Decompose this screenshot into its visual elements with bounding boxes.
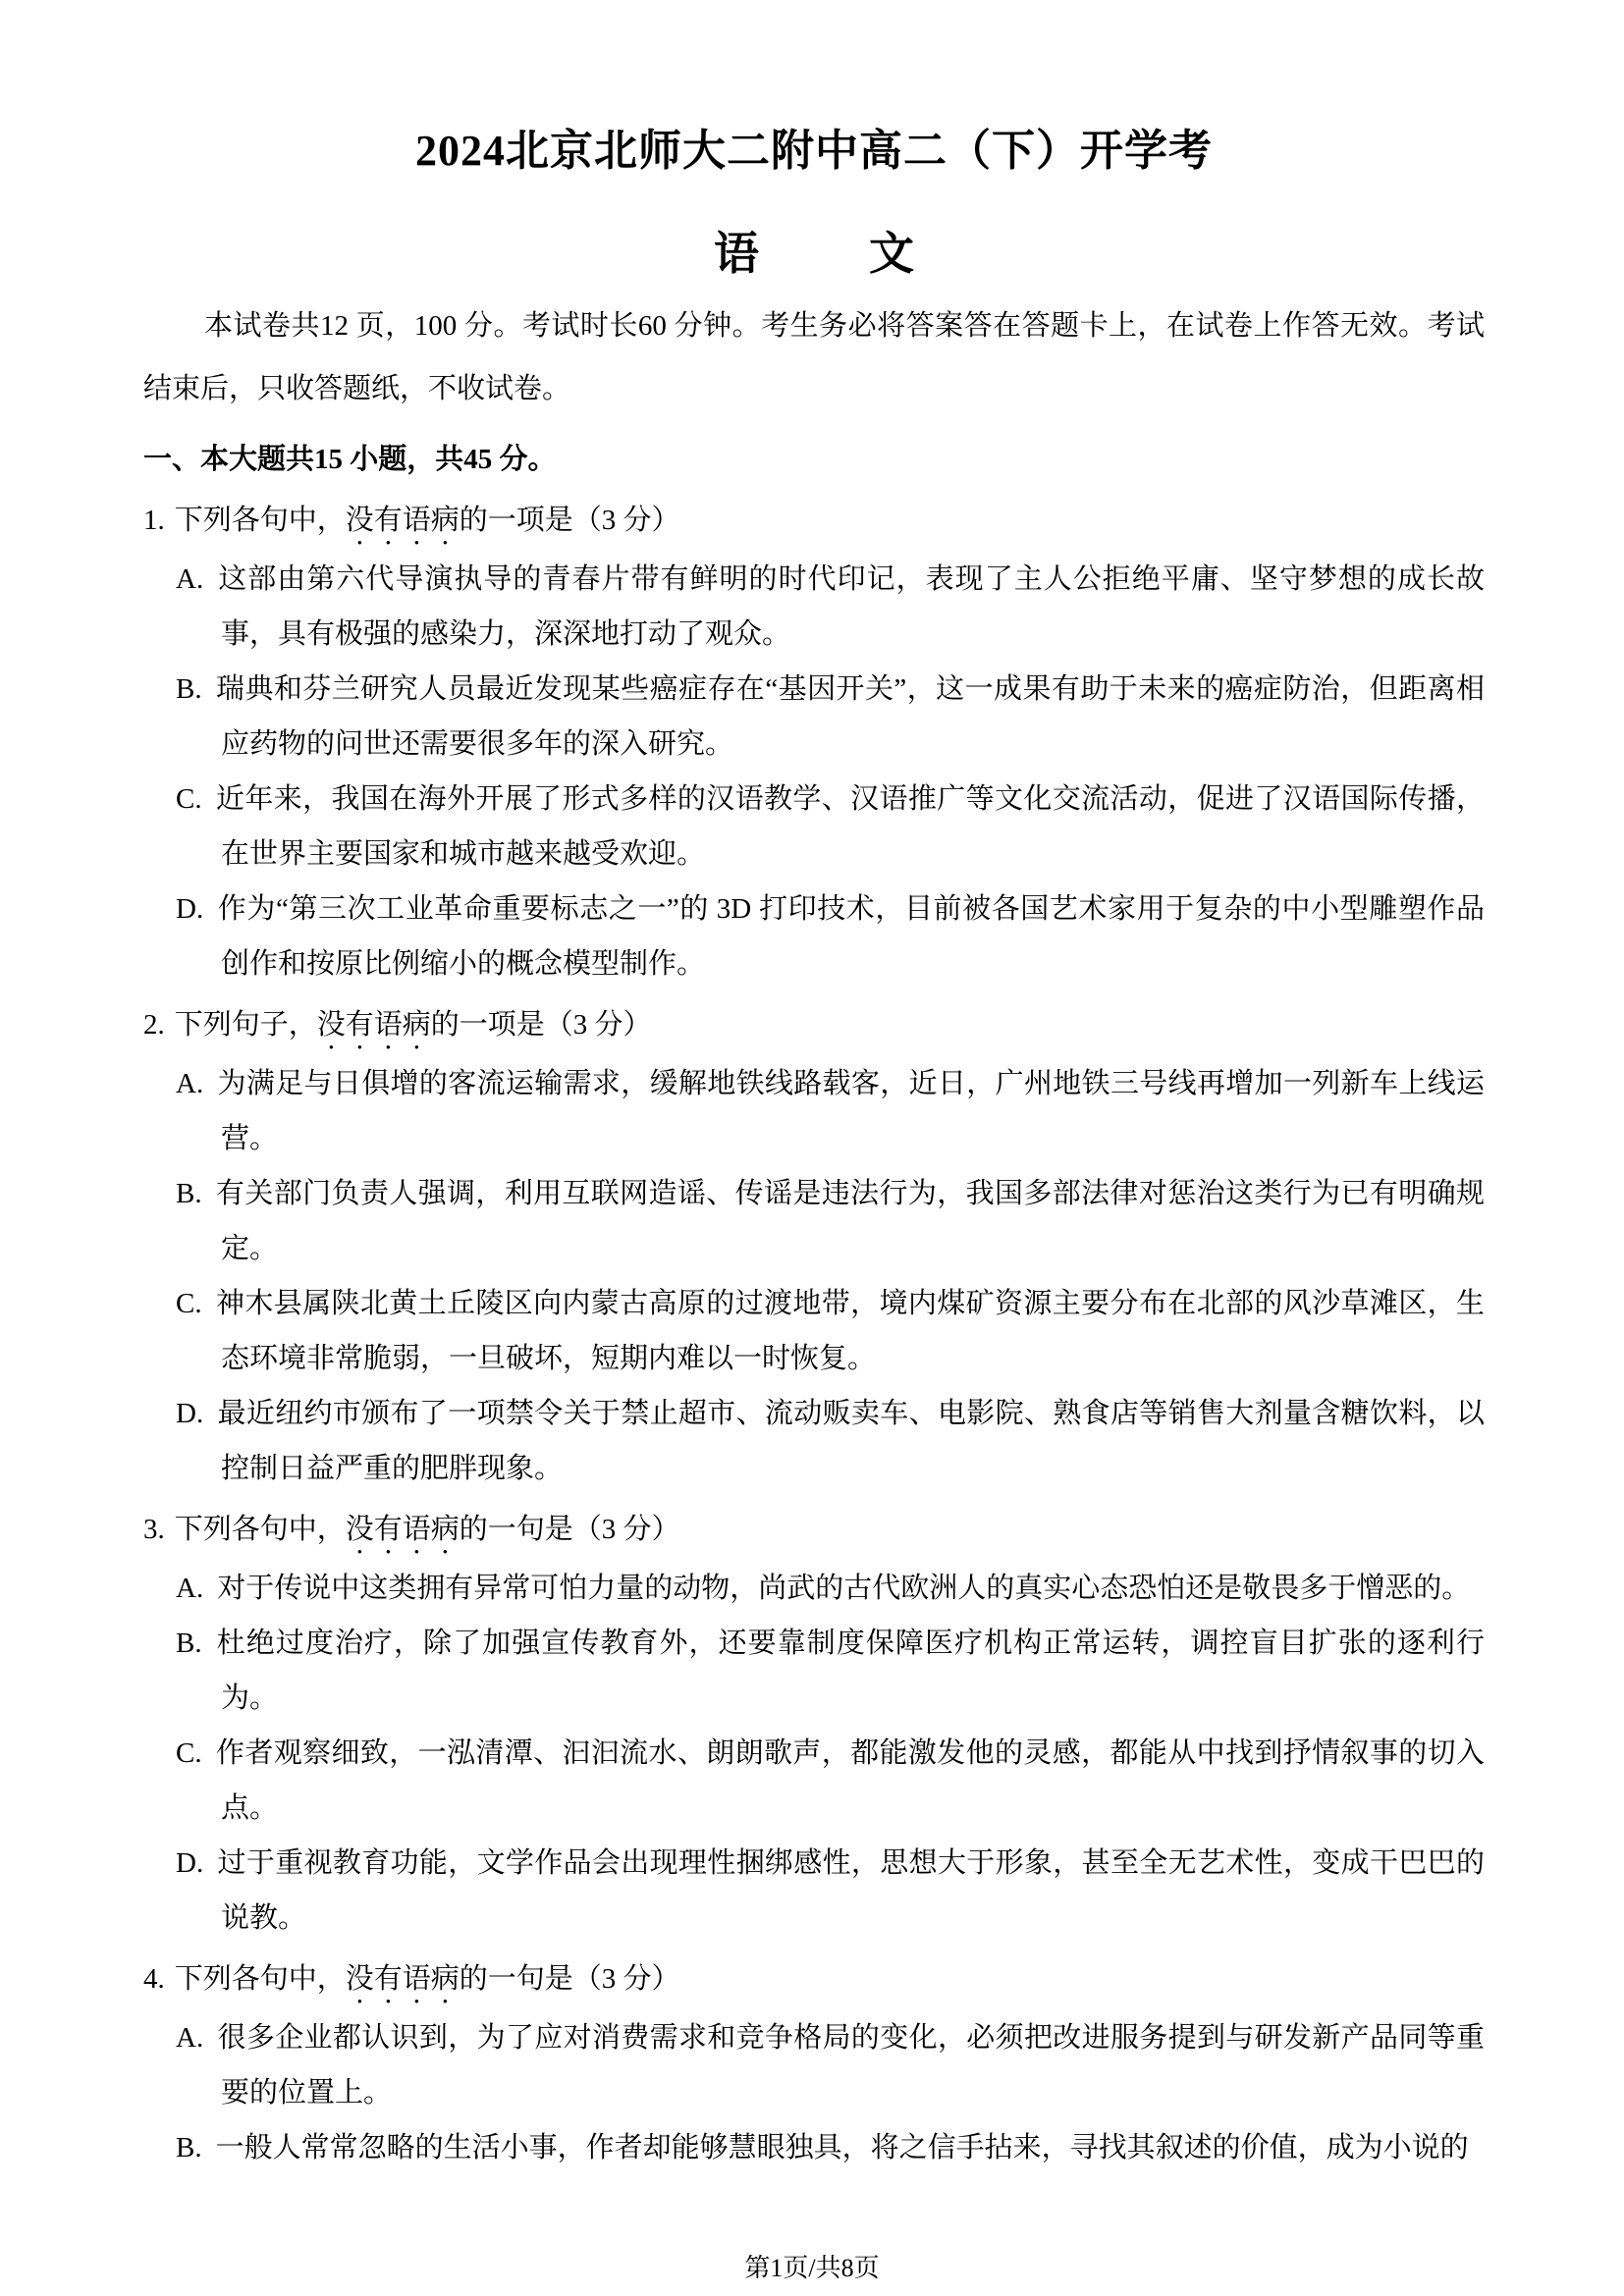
option-row xyxy=(143,1166,1485,1276)
option-row xyxy=(143,772,1485,881)
option-text: 过于重视教育功能，文学作品会出现理性捆绑感性，思想大于形象，甚至全无艺术性，变成干巴巴的说教。 xyxy=(217,1847,1485,1934)
option-label: D. xyxy=(176,1398,204,1429)
option-row xyxy=(143,2120,1485,2175)
page-footer: 第1页/共8页 xyxy=(744,2254,880,2282)
stem-text: 的一句是（3 分） xyxy=(459,1514,680,1545)
question-4-stem xyxy=(143,1951,1485,2010)
option-row xyxy=(143,1056,1485,1166)
question-3-stem xyxy=(143,1502,1485,1561)
subject-char-second: 文 xyxy=(869,229,914,279)
option-row xyxy=(143,1616,1485,1726)
option-row xyxy=(143,662,1485,772)
question-number: 2. xyxy=(143,1009,165,1041)
question-1 xyxy=(143,493,1485,991)
question-3 xyxy=(143,1502,1485,1946)
option-label: B. xyxy=(176,2132,202,2163)
option-text: 作为“第三次工业革命重要标志之一”的 3D 打印技术，目前被各国艺术家用于复杂的中小型雕塑作品创作和按原比例缩小的概念模型制作。 xyxy=(217,893,1485,980)
option-text: 一般人常常忽略的生活小事，作者却能够慧眼独具，将之信手拈来，寻找其叙述的价值，成为小说的 xyxy=(215,2132,1469,2163)
option-label: B. xyxy=(176,673,202,705)
stem-text: 的一项是（3 分） xyxy=(459,505,680,536)
option-label: A. xyxy=(176,2022,204,2054)
option-text: 对于传说中这类拥有异常可怕力量的动物，尚武的古代欧洲人的真实心态恐怕还是敬畏多于憎恶的。 xyxy=(217,1573,1471,1604)
option-label: B. xyxy=(176,1628,202,1659)
option-text: 神木县属陕北黄土丘陵区向内蒙古高原的过渡地带，境内煤矿资源主要分布在北部的风沙草滩区，生态环境非常脆弱，一旦破坏，短期内难以一时恢复。 xyxy=(215,1288,1485,1374)
question-2 xyxy=(143,997,1485,1496)
question-2-stem xyxy=(143,997,1485,1056)
question-1-stem xyxy=(143,493,1485,552)
option-text: 很多企业都认识到，为了应对消费需求和竞争格局的变化，必须把改进服务提到与研发新产品同等重要的位置上。 xyxy=(217,2022,1485,2109)
option-text: 作者观察细致，一泓清潭、汩汩流水、朗朗歌声，都能激发他的灵感，都能从中找到抒情叙事的切入点。 xyxy=(215,1737,1485,1824)
option-label: D. xyxy=(176,1847,204,1879)
option-text: 瑞典和芬兰研究人员最近发现某些癌症存在“基因开关”，这一成果有助于未来的癌症防治，但距离相应药物的问世还需要很多年的深入研究。 xyxy=(215,673,1485,760)
option-label: C. xyxy=(176,783,202,815)
stem-emphasized-text: 没有语病 xyxy=(345,1963,460,1995)
stem-text: 下列句子， xyxy=(174,1009,317,1041)
option-text: 杜绝过度治疗，除了加强宣传教育外，还要靠制度保障医疗机构正常运转，调控盲目扩张的逐利行为。 xyxy=(215,1628,1485,1714)
option-text: 为满足与日俱增的客流运输需求，缓解地铁线路载客，近日，广州地铁三号线再增加一列新车上线运营。 xyxy=(217,1068,1485,1154)
option-row xyxy=(143,1386,1485,1496)
question-4 xyxy=(143,1951,1485,2175)
option-label: D. xyxy=(176,893,204,925)
stem-emphasized-text: 没有语病 xyxy=(345,1514,460,1545)
subject-char-first: 语 xyxy=(714,229,759,279)
stem-text: 的一句是（3 分） xyxy=(459,1963,680,1995)
stem-text: 下列各句中， xyxy=(174,505,346,536)
option-row xyxy=(143,1726,1485,1836)
stem-emphasized-text: 没有语病 xyxy=(316,1009,431,1041)
subject-title xyxy=(143,230,1485,279)
page-title: 2024北京北师大二附中高二（下）开学考 xyxy=(415,127,1213,175)
option-text: 最近纽约市颁布了一项禁令关于禁止超市、流动贩卖车、电影院、熟食店等销售大剂量含糖饮料，以控制日益严重的肥胖现象。 xyxy=(217,1398,1485,1484)
section-heading: 一、本大题共15 小题，共45 分。 xyxy=(143,444,557,475)
option-row xyxy=(143,1561,1485,1616)
option-label: A. xyxy=(176,1068,204,1099)
option-text: 近年来，我国在海外开展了形式多样的汉语教学、汉语推广等文化交流活动，促进了汉语国际传播，在世界主要国家和城市越来越受欢迎。 xyxy=(215,783,1485,870)
option-text: 这部由第六代导演执导的青春片带有鲜明的时代印记，表现了主人公拒绝平庸、坚守梦想的成长故事，具有极强的感染力，深深地打动了观众。 xyxy=(217,563,1485,650)
option-row xyxy=(143,2010,1485,2120)
exam-instructions: 本试卷共12 页，100 分。考试时长60 分钟。考生务必将答案答在答题卡上，在试卷上作答无效。考试结束后，只收答题纸，不收试卷。 xyxy=(143,310,1485,404)
question-number: 4. xyxy=(143,1963,165,1995)
option-row xyxy=(143,552,1485,662)
stem-text: 下列各句中， xyxy=(174,1514,346,1545)
stem-text: 下列各句中， xyxy=(174,1963,346,1995)
option-row xyxy=(143,881,1485,991)
question-number: 1. xyxy=(143,505,165,536)
question-number: 3. xyxy=(143,1514,165,1545)
stem-emphasized-text: 没有语病 xyxy=(345,505,460,536)
option-label: C. xyxy=(176,1737,202,1769)
option-text: 有关部门负责人强调，利用互联网造谣、传谣是违法行为，我国多部法律对惩治这类行为已有明确规定。 xyxy=(215,1178,1485,1264)
option-label: B. xyxy=(176,1178,202,1209)
option-label: A. xyxy=(176,563,204,595)
option-row xyxy=(143,1276,1485,1386)
option-label: C. xyxy=(176,1288,202,1319)
option-row xyxy=(143,1836,1485,1946)
stem-text: 的一项是（3 分） xyxy=(430,1009,652,1041)
option-label: A. xyxy=(176,1573,204,1604)
